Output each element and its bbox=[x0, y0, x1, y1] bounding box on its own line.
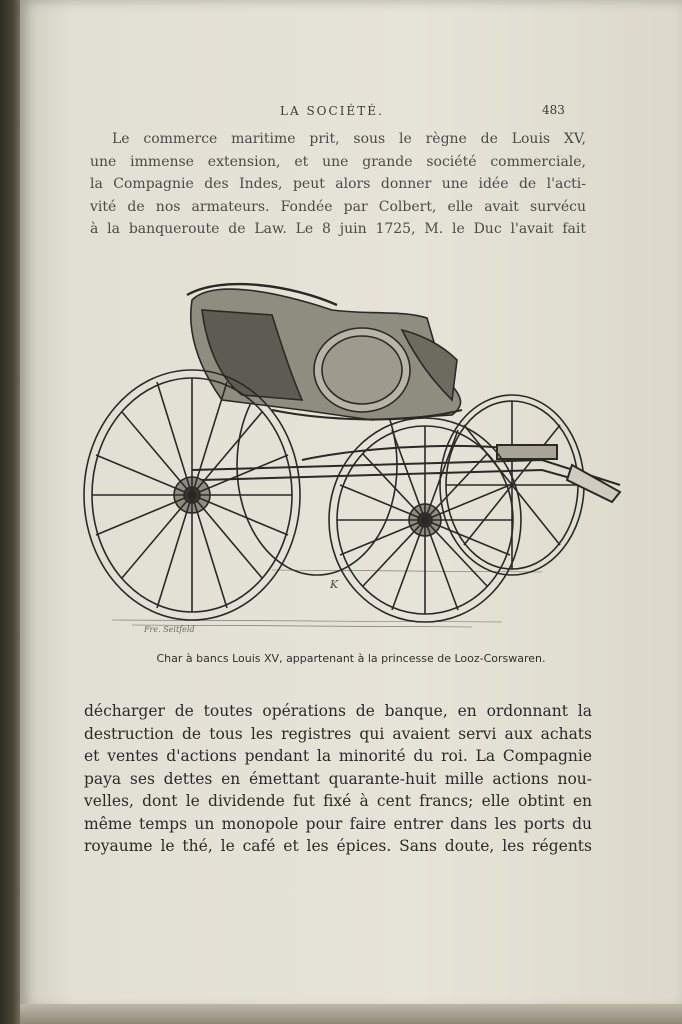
text-line: velles, dont le dividende fut fixé à cent francs; elle obtint en bbox=[84, 792, 592, 810]
engraver-signature: Fre. Seitfeld bbox=[144, 625, 195, 634]
figure-caption: Char à bancs Louis XV, appartenant à la princesse de Looz-Corswaren. bbox=[156, 652, 546, 665]
rear-near-wheel bbox=[84, 370, 300, 620]
chassis bbox=[192, 445, 620, 502]
carriage-illustration bbox=[72, 270, 632, 640]
front-far-wheel bbox=[440, 395, 584, 575]
text-line: destruction de tous les registres qui avaient servi aux achats bbox=[84, 724, 592, 743]
text-line: à la banqueroute de Law. Le 8 juin 1725, M. le Duc l'avait fait bbox=[90, 221, 586, 237]
text-line: Le commerce maritime prit, sous le règne de Louis XV, bbox=[112, 131, 586, 147]
text-line: une immense extension, et une grande société commerciale, bbox=[90, 153, 586, 170]
text-line: la Compagnie des Indes, peut alors donner une idée de l'acti- bbox=[90, 176, 586, 192]
page-bottom-edge bbox=[20, 1004, 682, 1024]
text-line: vité de nos armateurs. Fondée par Colbert, elle avait survécu bbox=[90, 198, 586, 215]
front-near-wheel bbox=[329, 418, 521, 622]
text-line: et ventes d'actions pendant la minorité du roi. La Compagnie bbox=[84, 747, 592, 765]
paragraph-top bbox=[90, 128, 586, 241]
paragraph-bottom bbox=[84, 700, 592, 858]
running-title: LA SOCIÉTÉ. bbox=[280, 104, 384, 118]
engraver-monogram: K bbox=[330, 578, 339, 591]
page-number: 483 bbox=[542, 103, 565, 117]
text-line: décharger de toutes opérations de banque, en ordonnant la bbox=[84, 702, 592, 720]
carriage-body bbox=[187, 284, 462, 420]
text-line: paya ses dettes en émettant quarante-huit mille actions nou- bbox=[84, 769, 592, 788]
text-line: royaume le thé, le café et les épices. Sans doute, les régents bbox=[84, 837, 592, 855]
book-spine bbox=[0, 0, 22, 1024]
text-line: même temps un monopole pour faire entrer dans les ports du bbox=[84, 814, 592, 833]
